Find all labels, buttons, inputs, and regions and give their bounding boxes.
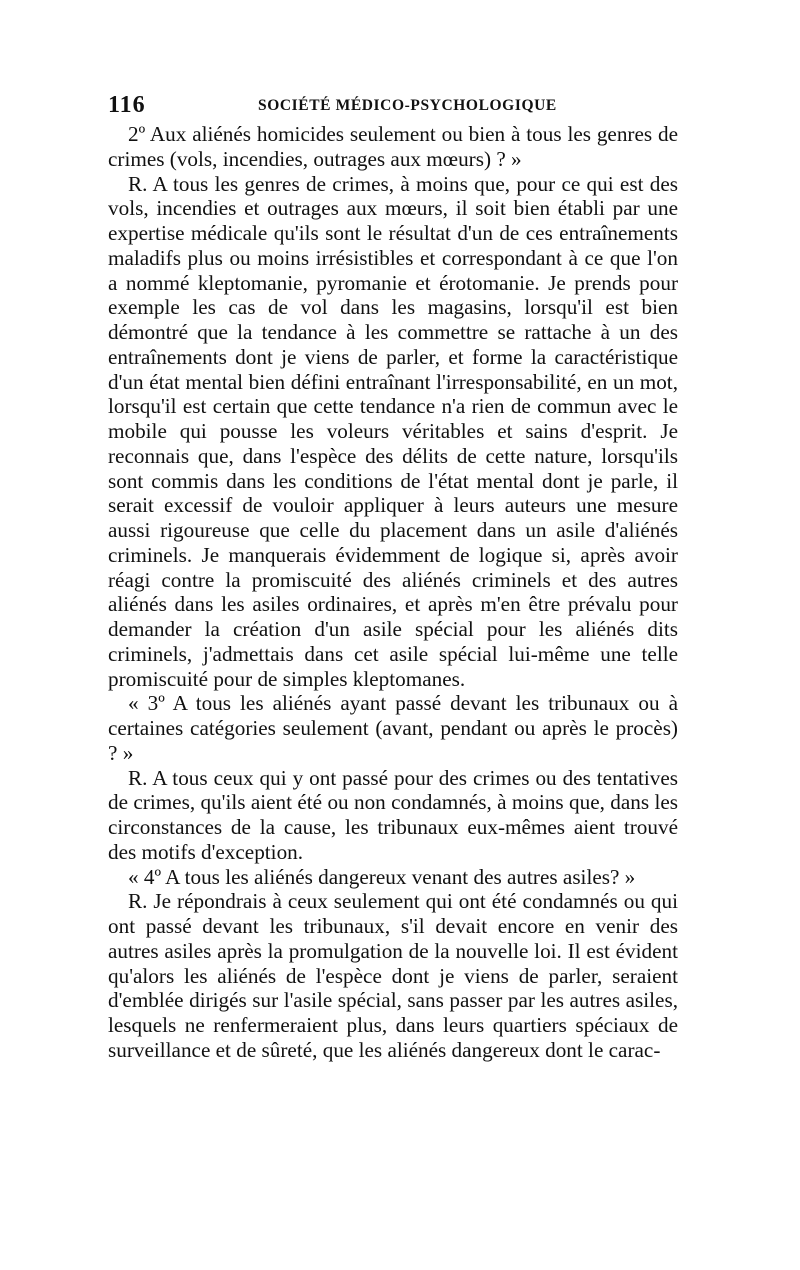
paragraph-question-4: « 4º A tous les aliénés dangereux venant des autres asiles? » [128, 864, 636, 889]
paragraph-answer-3: R. A tous ceux qui y ont passé pour des crimes ou des tentatives de crimes, qu'ils aient été ou non condamnés, à moins que, dans les circonstances de la cause, les tribunaux eux-mêmes aient trouvé des motifs d'exception. [108, 765, 678, 864]
paragraph-question-2: 2º Aux aliénés homicides seulement ou bien à tous les genres de crimes (vols, incendies, outrages aux mœurs) ? » [108, 122, 678, 171]
body-text [108, 122, 678, 1063]
paragraph-question-3: « 3º A tous les aliénés ayant passé devant les tribunaux ou à certaines catégories seulement (avant, pendant ou après le procès) ? » [108, 691, 678, 765]
page-number: 116 [108, 92, 146, 118]
running-head [108, 88, 678, 122]
paragraph-answer-4: R. Je répondrais à ceux seulement qui ont été condamnés ou qui ont passé devant les tribunaux, s'il devait encore en venir des autres asiles après la promulgation de la nouvelle loi. Il est évident qu'alors les aliénés de l'espèce dont je viens de parler, seraient d'emblée dirigés sur l'asile spécial, sans passer par les autres asiles, lesquels ne renfermeraient plus, dans leurs quartiers spéciaux de surveillance et de sûreté, que les aliénés dangereux dont le carac- [108, 889, 678, 1062]
book-page [108, 88, 678, 1063]
journal-title: SOCIÉTÉ MÉDICO-PSYCHOLOGIQUE [258, 97, 557, 114]
paragraph-answer-2: R. A tous les genres de crimes, à moins que, pour ce qui est des vols, incendies et outrages aux mœurs, il soit bien établi par une expertise médicale qu'ils sont le résultat d'un de ces entraînements maladifs plus ou moins irrésistibles et correspondant à ce que l'on a nommé kleptomanie, pyromanie et érotomanie. Je prends pour exemple les cas de vol dans les magasins, lorsqu'il est bien démontré que la tendance à les commettre se rattache à un des entraînements dont je viens de parler, et forme la caractéristique d'un état mental bien défini entraînant l'irresponsabilité, en un mot, lorsqu'il est certain que cette tendance n'a rien de commun avec le mobile qui pousse les voleurs véritables et sains d'esprit. Je reconnais que, dans l'espèce des délits de cette nature, lorsqu'ils sont commis dans les conditions de l'état mental dont je parle, il serait excessif de vouloir appliquer à leurs auteurs une mesure aussi rigoureuse que celle du placement dans un asile d'aliénés criminels. Je manquerais évidemment de logique si, après avoir réagi contre la promiscuité des aliénés criminels et des autres aliénés dans les asiles ordinaires, et après m'en être prévalu pour demander la création d'un asile spécial pour les aliénés dits criminels, j'admettais dans cet asile spécial lui-même une telle promiscuité pour de simples kleptomanes. [108, 171, 678, 691]
